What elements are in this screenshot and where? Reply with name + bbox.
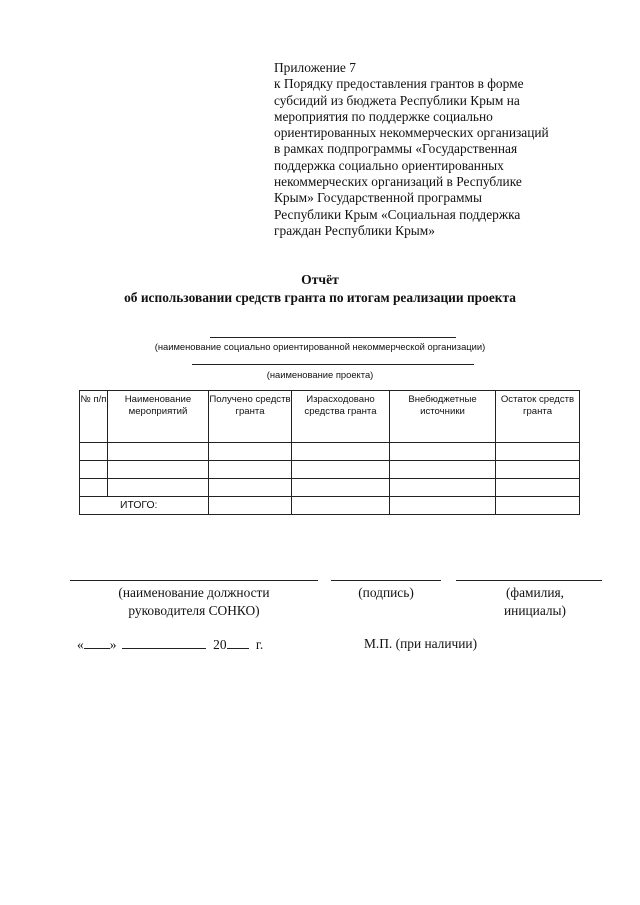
table-cell <box>80 443 108 461</box>
table-cell <box>80 479 108 497</box>
table-header-row <box>80 391 580 443</box>
appendix-line: поддержка социально ориентированных <box>274 157 504 173</box>
appendix-line: мероприятия по поддержке социально <box>274 108 493 124</box>
name-label-line2: инициалы) <box>503 603 567 618</box>
position-label-line1: (наименование должности <box>118 585 270 600</box>
position-signature-line <box>70 580 318 581</box>
appendix-line: ориентированных некоммерческих организаций <box>274 125 549 141</box>
date-field <box>77 636 263 653</box>
position-label <box>70 584 318 620</box>
table-cell <box>292 479 390 497</box>
table-cell <box>496 461 580 479</box>
table-cell <box>292 497 390 515</box>
table-cell <box>108 479 209 497</box>
appendix-line: Крым» Государственной программы <box>274 190 482 206</box>
position-label-line2: руководителя СОНКО) <box>128 603 260 618</box>
name-label <box>470 584 600 620</box>
column-header-extrabudgetary: Внебюджетные источники <box>390 391 496 443</box>
table-cell <box>209 461 292 479</box>
table-cell <box>390 497 496 515</box>
total-label: ИТОГО: <box>80 497 209 515</box>
name-label-line1: (фамилия, <box>505 585 565 600</box>
table-cell <box>80 461 108 479</box>
org-name-line <box>210 337 456 338</box>
stamp-note: М.П. (при наличии) <box>364 636 478 651</box>
appendix-block <box>274 60 604 239</box>
signature-label-text: (подпись) <box>358 585 414 600</box>
appendix-line: некоммерческих организаций в Республике <box>274 174 522 190</box>
table-cell <box>209 497 292 515</box>
year-prefix: 20 <box>213 637 227 652</box>
year-blank <box>227 636 249 649</box>
table-cell <box>496 479 580 497</box>
appendix-line: субсидий из бюджета Республики Крым на <box>274 92 520 108</box>
signature-line <box>331 580 441 581</box>
project-name-line <box>192 364 474 365</box>
table-cell <box>292 461 390 479</box>
org-name-caption: (наименование социально ориентированной некоммерческой организации) <box>154 341 486 352</box>
column-header-activities: Наименование мероприятий <box>108 391 209 443</box>
table-cell <box>496 443 580 461</box>
appendix-line: к Порядку предоставления грантов в форме <box>274 76 524 92</box>
appendix-line: граждан Республики Крым» <box>274 222 435 238</box>
table-cell <box>209 479 292 497</box>
appendix-line: Приложение 7 <box>274 60 356 75</box>
table-cell <box>390 443 496 461</box>
table-cell <box>292 443 390 461</box>
column-header-number: № п/п <box>80 391 108 443</box>
table-row <box>80 461 580 479</box>
table-cell <box>496 497 580 515</box>
column-header-received: Получено средств гранта <box>209 391 292 443</box>
appendix-line: Республики Крым «Социальная поддержка <box>274 206 521 222</box>
table-cell <box>108 443 209 461</box>
table-total-row <box>80 497 580 515</box>
signature-label <box>331 584 441 602</box>
year-suffix: г. <box>255 637 264 652</box>
table-cell <box>209 443 292 461</box>
project-name-caption: (наименование проекта) <box>266 369 374 380</box>
month-blank <box>122 636 206 649</box>
report-title: Отчёт <box>301 272 339 287</box>
name-signature-line <box>456 580 602 581</box>
appendix-line: в рамках подпрограммы «Государственная <box>274 141 518 157</box>
column-header-remainder: Остаток средств гранта <box>496 391 580 443</box>
column-header-spent: Израсходовано средства гранта <box>292 391 390 443</box>
table-cell <box>390 479 496 497</box>
date-close-quote: » <box>109 637 117 652</box>
date-open-quote: « <box>77 637 84 652</box>
day-blank <box>84 636 110 649</box>
table-row <box>80 479 580 497</box>
report-subtitle: об использовании средств гранта по итогам реализации проекта <box>124 290 516 305</box>
table-row <box>80 443 580 461</box>
table-cell <box>390 461 496 479</box>
report-table <box>79 390 580 515</box>
table-cell <box>108 461 209 479</box>
